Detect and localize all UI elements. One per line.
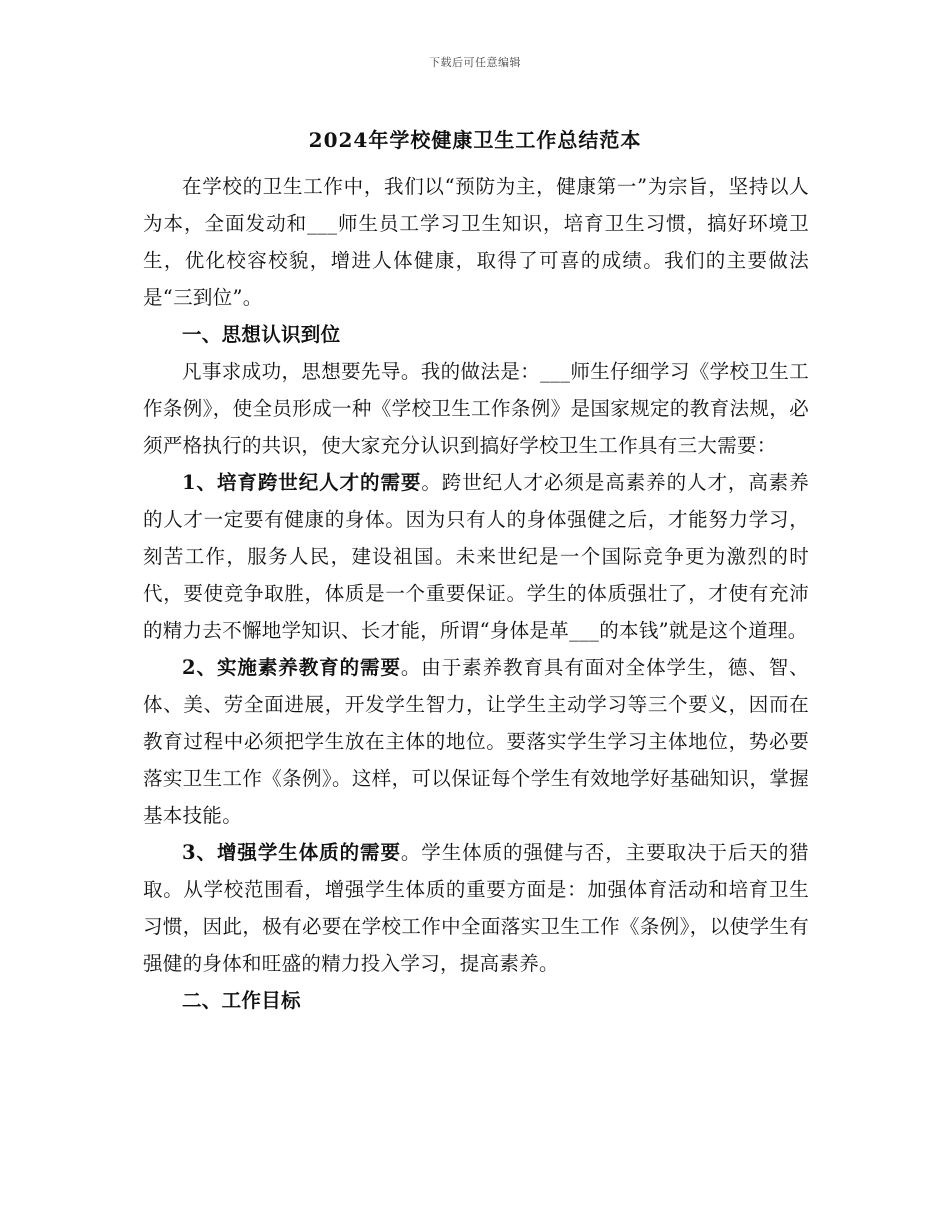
body-paragraph [143, 353, 809, 464]
header-note: 下载后可任意编辑 [429, 56, 521, 69]
paragraph-lead: 2、实施素养教育的需要 [182, 656, 401, 679]
paragraph-lead: 3、增强学生体质的需要 [182, 841, 401, 864]
heading-text: 二、工作目标 [182, 989, 301, 1012]
intro-paragraph [143, 168, 809, 316]
paragraph-text: 凡事求成功，思想要先导。我的做法是：___师生仔细学习《学校卫生工作条例》，使全员形成一种《学校卫生工作条例》是国家规定的教育法规，必须严格执行的共识，使大家充分认识到搞好学校卫生工作具有三大需要： [143, 360, 809, 457]
section-heading-1 [143, 316, 809, 353]
need-paragraph-1 [143, 464, 809, 649]
paragraph-text: 。学生体质的强健与否，主要取决于后天的猎取。从学校范围看，增强学生体质的重要方面是：加强体育活动和培育卫生习惯，因此，极有必要在学校工作中全面落实卫生工作《条例》，以使学生有强健的身体和旺盛的精力投入学习，提高素养。 [143, 841, 809, 975]
paragraph-lead: 1、培育跨世纪人才的需要 [182, 471, 422, 494]
paragraph-text: 。跨世纪人才必须是高素养的人才，高素养的人才一定要有健康的身体。因为只有人的身体强健之后，才能努力学习，刻苦工作，服务人民，建设祖国。未来世纪是一个国际竞争更为激烈的时代，要使竞争取胜，体质是一个重要保证。学生的体质强壮了，才使有充沛的精力去不懈地学知识、长才能，所谓“身体是革___的本钱”就是这个道理。 [143, 471, 810, 642]
paragraph-text: 。由于素养教育具有面对全体学生，德、智、体、美、劳全面进展，开发学生智力，让学生主动学习等三个要义，因而在教育过程中必须把学生放在主体的地位。要落实学生学习主体地位，势必要落实卫生工作《条例》。这样，可以保证每个学生有效地学好基础知识，掌握基本技能。 [143, 656, 809, 827]
section-heading-2 [143, 982, 809, 1019]
document-body [143, 168, 809, 1019]
need-paragraph-3 [143, 834, 809, 982]
paragraph-text: 在学校的卫生工作中，我们以“预防为主，健康第一”为宗旨，坚持以人为本，全面发动和___师生员工学习卫生知识，培育卫生习惯，搞好环境卫生，优化校容校貌，增进人体健康，取得了可喜的成绩。我们的主要做法是“三到位”。 [143, 175, 809, 309]
heading-text: 一、思想认识到位 [182, 323, 341, 346]
need-paragraph-2 [143, 649, 809, 834]
document-title: 2024年学校健康卫生工作总结范本 [308, 128, 642, 152]
